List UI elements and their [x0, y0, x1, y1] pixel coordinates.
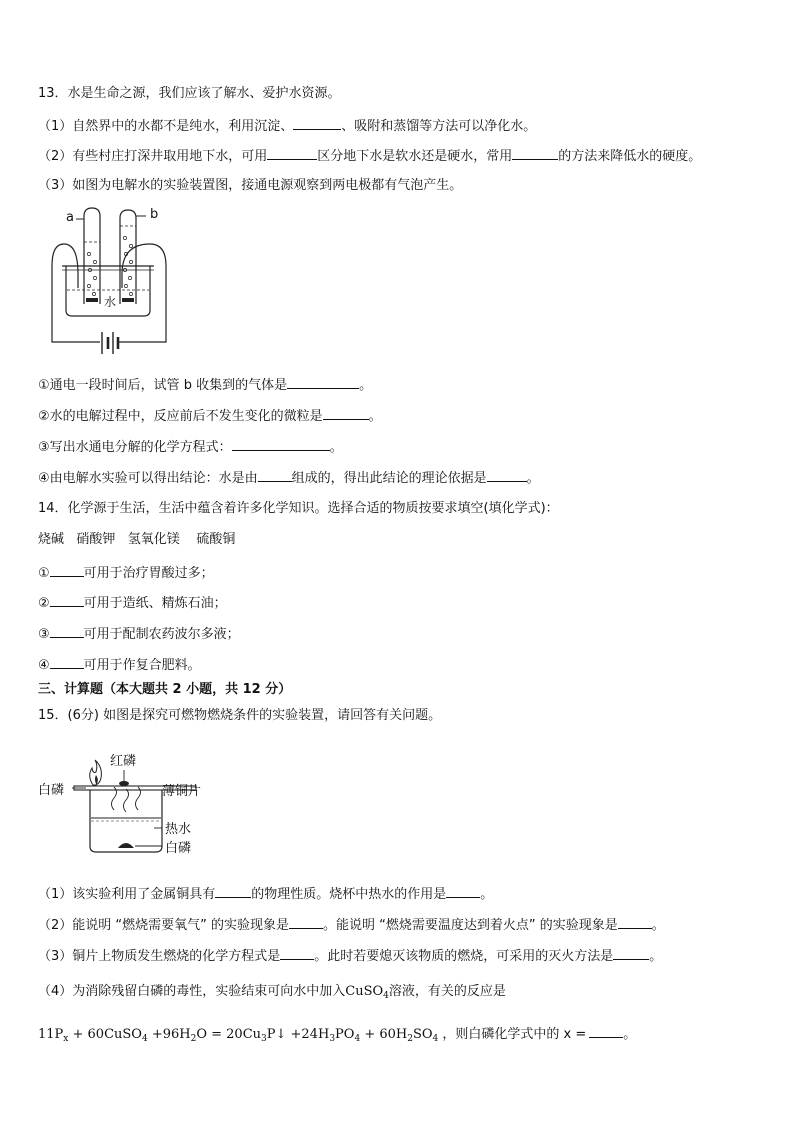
q15-part4-text-b: 溶液，有关的反应是	[388, 984, 506, 999]
hot-water-label: 热水	[165, 822, 192, 837]
q14-item3-blank[interactable]	[50, 624, 84, 638]
q13-part2-blank-2[interactable]	[512, 146, 558, 160]
q15-part3-blank-1[interactable]	[280, 946, 314, 960]
q14-stem-text: 14．化学源于生活，生活中蕴含着许多化学知识。选择合适的物质按要求填空(填化学式)：	[38, 501, 559, 516]
q13-sub2-blank[interactable]	[323, 406, 369, 420]
q15-part3-text-c: 。	[649, 949, 663, 964]
q14-item4	[38, 655, 201, 675]
q13-part1	[38, 116, 536, 136]
q14-options	[38, 531, 235, 549]
q15-part3-text-a: （3）铜片上物质发生燃烧的化学方程式是	[38, 949, 281, 964]
q13-part2-text-b: 区分地下水是软水还是硬水，常用	[317, 149, 513, 164]
eq-term-3: +96H	[147, 1027, 191, 1042]
tube-a-label: a	[66, 210, 74, 225]
eq-term-7: + 60H	[360, 1027, 408, 1042]
q14-item1	[38, 563, 214, 583]
q15-part3	[38, 946, 662, 966]
q13-sub4-blank-1[interactable]	[258, 468, 292, 482]
cuso4-sub: 4	[383, 991, 389, 1001]
eq-sub-6: 4	[354, 1034, 361, 1044]
q13-part2-text-c: 的方法来降低水的硬度。	[558, 149, 702, 164]
q13-stem-text: 13．水是生命之源，我们应该了解水、爱护水资源。	[38, 86, 341, 101]
q14-item2-num: ②	[38, 596, 50, 611]
eq-x-blank[interactable]	[589, 1024, 623, 1038]
eq-term-6: PO	[335, 1027, 355, 1042]
q14-item4-num: ④	[38, 658, 50, 673]
q15-part1-blank-2[interactable]	[446, 884, 480, 898]
water-label: 水	[104, 295, 117, 309]
q14-stem	[38, 500, 559, 518]
q15-part3-text-b: 。此时若要熄灭该物质的燃烧，可采用的灭火方法是	[314, 949, 614, 964]
section-3-title: 三、计算题（本大题共 2 小题，共 12 分）	[38, 682, 292, 697]
eq-sub-7: 2	[407, 1034, 413, 1044]
q13-part2-text-a: （2）有些村庄打深井取用地下水，可用	[38, 149, 268, 164]
q13-part1-text-b: 、吸附和蒸馏等方法可以净化水。	[341, 119, 537, 134]
cuso4-formula	[345, 984, 389, 999]
q14-options-text: 烧碱 硝酸钾 氢氧化镁 硫酸铜	[38, 532, 236, 547]
q13-sub4-text-c: 。	[526, 471, 540, 486]
q15-part1-text-c: 。	[480, 887, 494, 902]
q14-item1-text: 可用于治疗胃酸过多；	[83, 566, 214, 581]
q13-sub4-blank-2[interactable]	[487, 468, 527, 482]
combustion-diagram	[38, 748, 238, 860]
eq-term-5: P↓ +24H	[266, 1027, 330, 1042]
q15-part2-text-c: 。	[651, 918, 665, 933]
q13-sub2-text-a: ②水的电解过程中，反应前后不发生变化的微粒是	[38, 409, 323, 424]
eq-sub-5: 3	[329, 1034, 336, 1044]
q13-sub2	[38, 406, 382, 426]
q14-item3-text: 可用于配制农药波尔多液；	[83, 627, 240, 642]
eq-term-2: + 60CuSO	[68, 1027, 142, 1042]
q13-sub4-text-b: 组成的，得出此结论的理论依据是	[291, 471, 487, 486]
q13-part2-blank-1[interactable]	[267, 146, 317, 160]
cuso4-main: CuSO	[345, 984, 384, 999]
q13-sub3-text-b: 。	[329, 440, 343, 455]
q15-part2-blank-1[interactable]	[289, 915, 323, 929]
q14-item2-blank[interactable]	[50, 593, 84, 607]
q15-part2-blank-2[interactable]	[618, 915, 652, 929]
q13-part1-text-a: （1）自然界中的水都不是纯水，利用沉淀、	[38, 119, 294, 134]
tube-b-label: b	[150, 207, 159, 222]
q15-stem-text: 15．(6分) 如图是探究可燃物燃烧条件的实验装置，请回答有关问题。	[38, 708, 442, 723]
copper-sheet-label: 薄铜片	[162, 784, 202, 799]
q14-item3	[38, 624, 240, 644]
q13-part1-blank[interactable]	[293, 116, 341, 130]
q13-part2	[38, 146, 701, 166]
q14-item2	[38, 593, 227, 613]
q15-part3-blank-2[interactable]	[613, 946, 649, 960]
eq-term-10: 。	[623, 1027, 637, 1042]
eq-sub-4: 3	[261, 1034, 267, 1044]
q15-part1	[38, 884, 493, 904]
electrolysis-figure	[40, 204, 180, 360]
eq-sub-3: 2	[190, 1034, 197, 1044]
q13-sub4-text-a: ④由电解水实验可以得出结论：水是由	[38, 471, 258, 486]
q13-sub4	[38, 468, 540, 488]
q15-part4-text-a: （4）为消除残留白磷的毒性，实验结束可向水中加入	[38, 984, 346, 999]
q14-item3-num: ③	[38, 627, 50, 642]
white-phosphorus-top-label: 白磷	[38, 783, 65, 798]
section-3-heading	[38, 681, 291, 699]
q15-part2	[38, 915, 665, 935]
eq-sub-2: 4	[141, 1034, 148, 1044]
combustion-figure	[38, 748, 238, 860]
q15-part2-text-a: （2）能说明 “燃烧需要氧气” 的实验现象是	[38, 918, 290, 933]
red-phosphorus-label: 红磷	[110, 754, 137, 769]
eq-sub-8: 4	[432, 1034, 439, 1044]
q15-part1-text-b: 的物理性质。烧杯中热水的作用是	[251, 887, 447, 902]
q13-sub1-blank[interactable]	[287, 375, 359, 389]
eq-term-8: SO	[412, 1027, 433, 1042]
electrolysis-diagram	[40, 204, 180, 360]
q14-item4-blank[interactable]	[50, 655, 84, 669]
q13-sub3-blank[interactable]	[232, 437, 330, 451]
q13-sub3-text-a: ③写出水通电分解的化学方程式：	[38, 440, 232, 455]
q13-stem	[38, 85, 341, 103]
q14-item1-blank[interactable]	[50, 563, 84, 577]
q15-stem	[38, 707, 441, 725]
eq-term-9: ，则白磷化学式中的 x =	[438, 1027, 587, 1042]
white-phosphorus-bottom-label: 白磷	[165, 841, 192, 856]
q13-part3-text: （3）如图为电解水的实验装置图，接通电源观察到两电极都有气泡产生。	[38, 178, 463, 193]
q13-sub1-text-b: 。	[359, 378, 373, 393]
eq-term-1: 11P	[38, 1027, 64, 1042]
q15-part1-blank-1[interactable]	[215, 884, 251, 898]
q14-item4-text: 可用于作复合肥料。	[83, 658, 201, 673]
q14-item2-text: 可用于造纸、精炼石油；	[83, 596, 227, 611]
eq-term-4: O = 20Cu	[196, 1027, 262, 1042]
q13-sub3	[38, 437, 343, 457]
q13-sub1	[38, 375, 372, 395]
q13-sub1-text-a: ①通电一段时间后，试管 b 收集到的气体是	[38, 378, 288, 393]
q15-part1-text-a: （1）该实验利用了金属铜具有	[38, 887, 216, 902]
q15-part2-text-b: 。能说明 “燃烧需要温度达到着火点” 的实验现象是	[323, 918, 618, 933]
q13-part3	[38, 177, 462, 195]
q15-equation	[38, 1024, 636, 1048]
eq-sub-1: x	[63, 1034, 69, 1044]
q13-sub2-text-b: 。	[368, 409, 382, 424]
q14-item1-num: ①	[38, 566, 50, 581]
q15-part4	[38, 983, 506, 1005]
